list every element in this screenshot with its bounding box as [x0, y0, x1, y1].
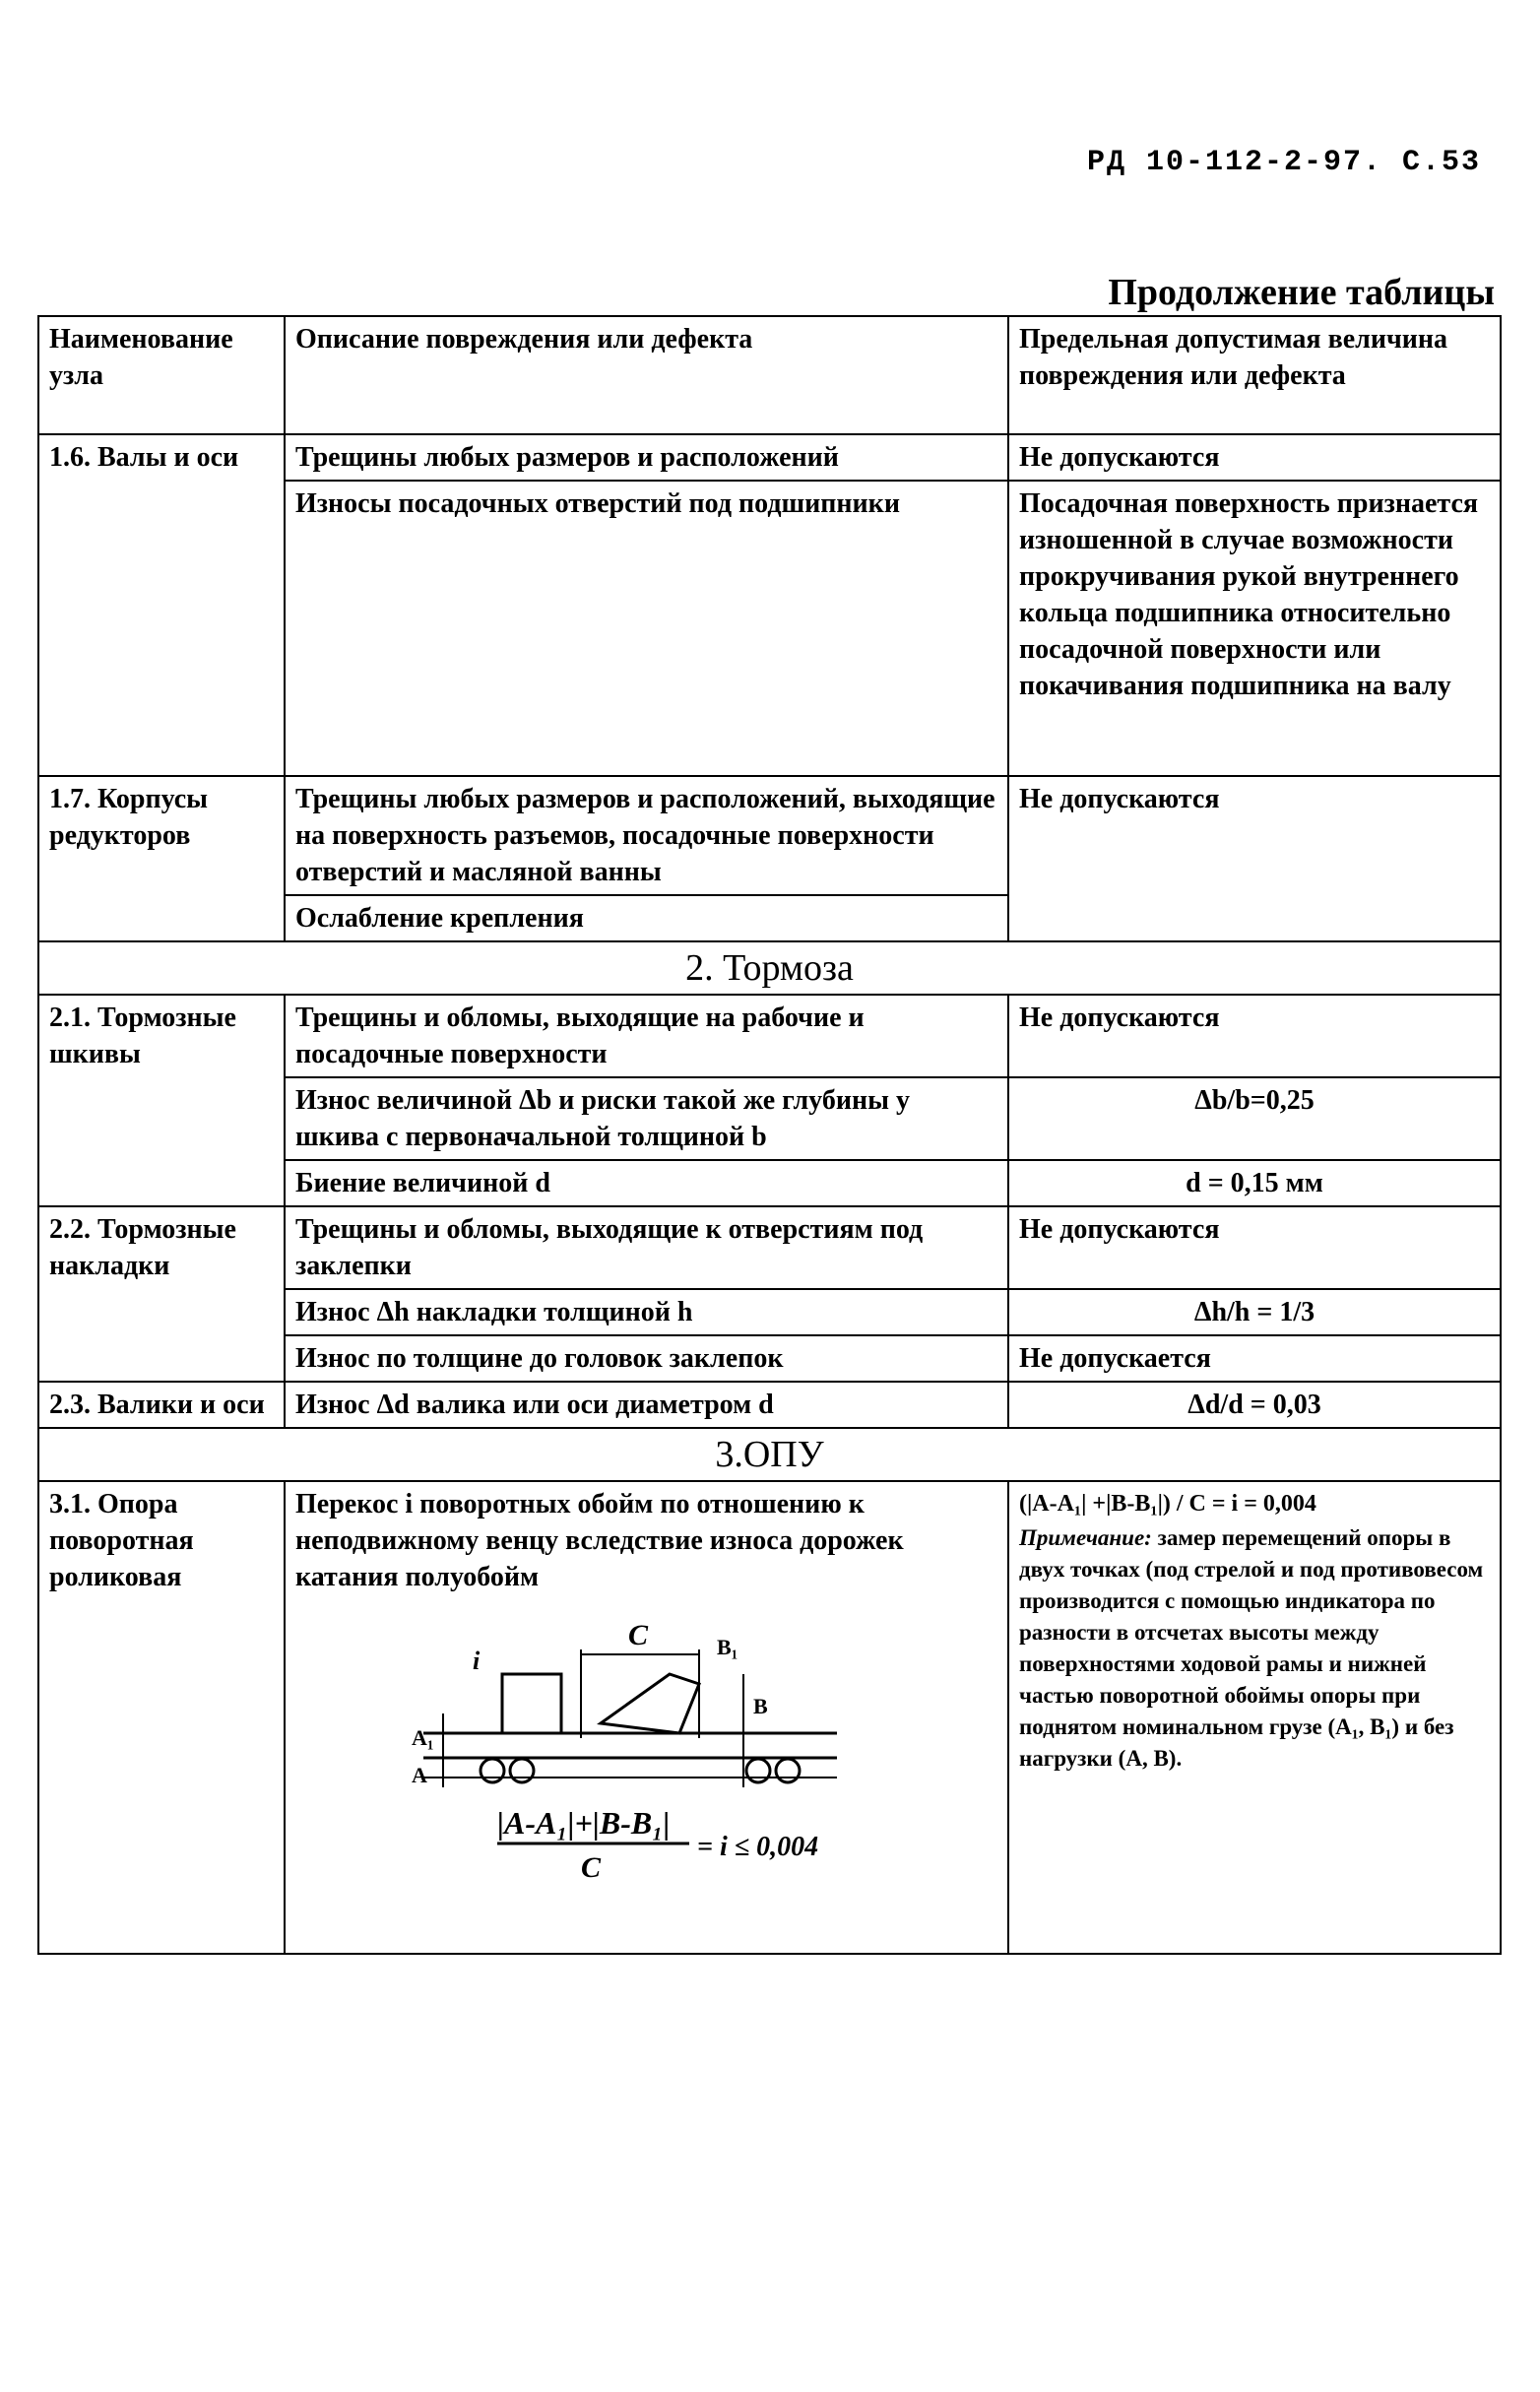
table-row	[38, 995, 1501, 1077]
table-row	[38, 1382, 1501, 1428]
limit-cell: Δb/b=0,25	[1008, 1077, 1501, 1160]
defect-cell: Износ величиной Δb и риски такой же глубины у шкива с первоначальной толщиной b	[285, 1077, 1008, 1160]
figure-label-a: A	[412, 1763, 427, 1787]
defect-cell: Трещины и обломы, выходящие к отверстиям под заклепки	[285, 1206, 1008, 1289]
section-title-brakes: 2. Тормоза	[38, 941, 1501, 995]
limit-cell	[1008, 1481, 1501, 1954]
document-reference: РД 10-112-2-97. С.53	[1086, 146, 1481, 179]
formula-result: = i ≤ 0,004	[697, 1832, 819, 1862]
figure-label-b: B	[753, 1694, 768, 1718]
limit-cell: Не допускаются	[1008, 1206, 1501, 1289]
table-header-row	[38, 316, 1501, 434]
node-cell: 3.1. Опора поворотная роликовая	[38, 1481, 285, 1954]
header-node: Наименование узла	[38, 316, 285, 434]
node-cell: 2.3. Валики и оси	[38, 1382, 285, 1428]
note-text: замер перемещений опоры в двух точках (под стрелой и под противовесом производится с помощью индикатора по разности в отсчетах высоты между поверхностями ходовой рамы и нижней частью поворотной обоймы опоры при поднятом номинальном грузе (A₁, B₁) и без нагрузки (A, B).	[1019, 1525, 1484, 1771]
defect-cell: Износы посадочных отверстий под подшипники	[285, 481, 1008, 776]
limit-cell: d = 0,15 мм	[1008, 1160, 1501, 1206]
header-description: Описание повреждения или дефекта	[285, 316, 1008, 434]
bearing-measurement-figure	[404, 1615, 857, 1901]
node-cell: 1.7. Корпусы редукторов	[38, 776, 285, 941]
defect-cell	[285, 1481, 1008, 1954]
figure-label-b1: B₁	[717, 1635, 738, 1659]
figure-label-c: C	[628, 1619, 649, 1651]
section-title-opu: 3.ОПУ	[38, 1428, 1501, 1481]
limit-cell: Δd/d = 0,03	[1008, 1382, 1501, 1428]
formula-value: (|A-A₁| +|B-B₁|) / C = i = 0,004	[1019, 1491, 1316, 1517]
defect-cell: Трещины любых размеров и расположений, выходящие на поверхность разъемов, посадочные поверхности отверстий и масляной ванны	[285, 776, 1008, 895]
defect-cell: Трещины и обломы, выходящие на рабочие и посадочные поверхности	[285, 995, 1008, 1077]
figure-label-i: i	[473, 1647, 481, 1675]
node-cell: 2.1. Тормозные шкивы	[38, 995, 285, 1206]
defect-cell: Ослабление крепления	[285, 895, 1008, 941]
note-label: Примечание:	[1019, 1525, 1152, 1550]
limit-cell: Δh/h = 1/3	[1008, 1289, 1501, 1335]
section-row	[38, 941, 1501, 995]
limit-cell: Не допускаются	[1008, 434, 1501, 481]
formula-numerator: |A-A₁|+|B-B₁|	[497, 1805, 671, 1841]
defects-table	[37, 315, 1502, 1955]
header-limit: Предельная допустимая величина повреждения или дефекта	[1008, 316, 1501, 434]
limit-cell: Не допускается	[1008, 1335, 1501, 1382]
table-row	[38, 1481, 1501, 1954]
limit-cell: Не допускаются	[1008, 995, 1501, 1077]
table-row	[38, 434, 1501, 481]
defect-cell: Износ Δh накладки толщиной h	[285, 1289, 1008, 1335]
node-cell: 1.6. Валы и оси	[38, 434, 285, 776]
figure-label-a1: A₁	[412, 1725, 434, 1750]
note	[1019, 1522, 1490, 1775]
node-cell: 2.2. Тормозные накладки	[38, 1206, 285, 1382]
defect-cell: Биение величиной d	[285, 1160, 1008, 1206]
defect-cell: Износ Δd валика или оси диаметром d	[285, 1382, 1008, 1428]
limit-cell: Не допускаются	[1008, 776, 1501, 941]
table-row	[38, 776, 1501, 895]
limit-cell: Посадочная поверхность признается изношенной в случае возможности прокручивания рукой внутреннего кольца подшипника относительно посадочной поверхности или покачивания подшипника на валу	[1008, 481, 1501, 776]
section-row	[38, 1428, 1501, 1481]
formula-denominator: C	[581, 1851, 602, 1884]
defect-description: Перекос i поворотных обойм по отношению к неподвижному венцу вследствие износа дорожек катания полуобойм	[295, 1489, 904, 1592]
table-continuation-label: Продолжение таблицы	[1108, 272, 1495, 313]
defect-cell: Трещины любых размеров и расположений	[285, 434, 1008, 481]
defect-cell: Износ по толщине до головок заклепок	[285, 1335, 1008, 1382]
table-row	[38, 1206, 1501, 1289]
